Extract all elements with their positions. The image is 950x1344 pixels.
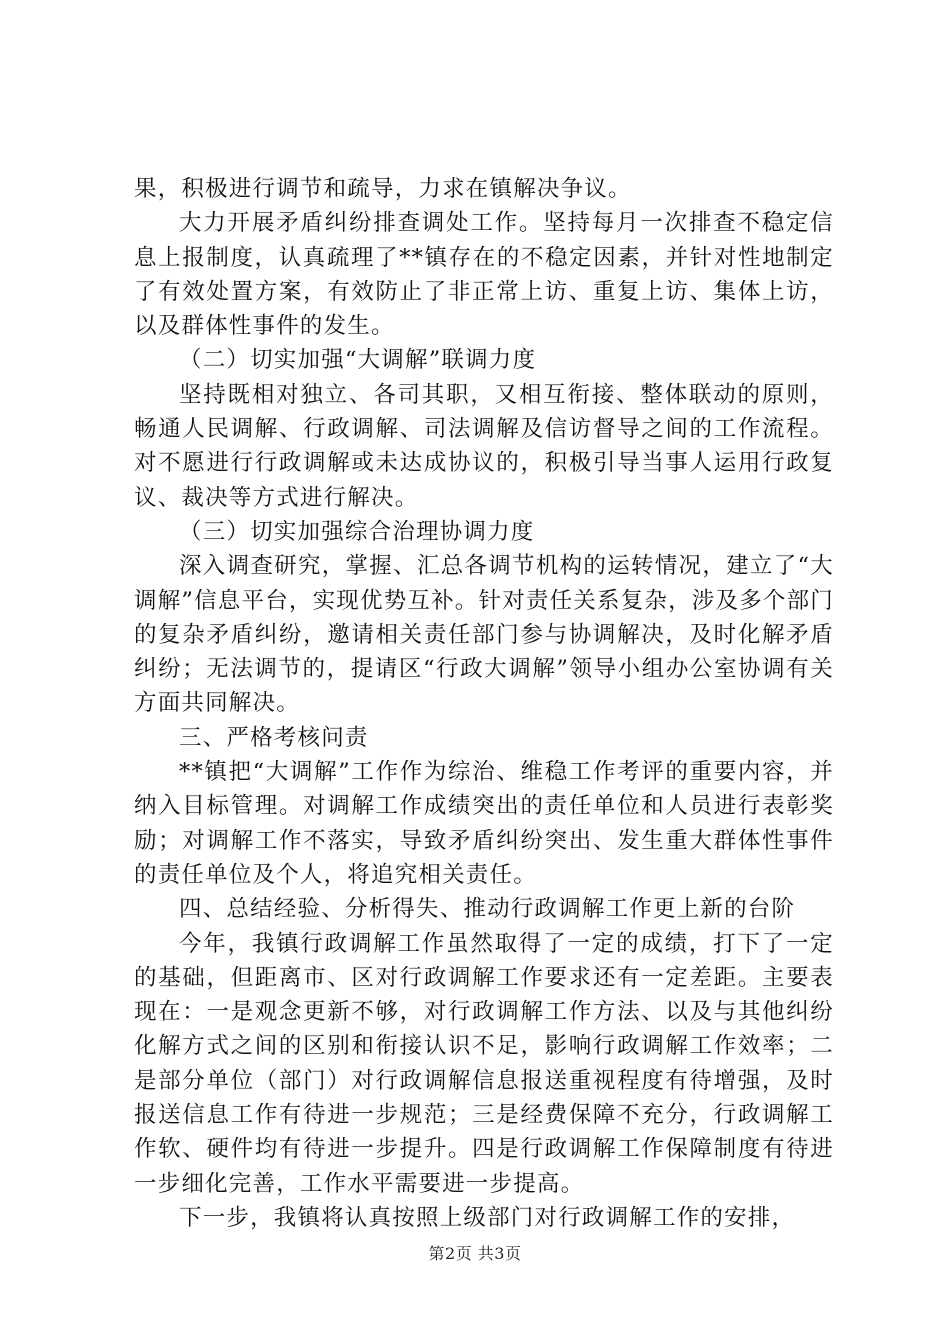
- paragraph-continuation: 果，积极进行调节和疏导，力求在镇解决争议。: [134, 176, 632, 202]
- section-heading-summary: 四、总结经验、分析得失、推动行政调解工作更上新的台阶: [179, 896, 796, 923]
- page-number-footer: 第2页 共3页: [428, 1244, 522, 1263]
- paragraph-comprehensive-governance: 深入调查研究，掌握、汇总各调节机构的运转情况，建立了“大调解”信息平台，实现优势互补。针对责任关系复杂，涉及多个部门的复杂矛盾纠纷，邀请相关责任部门参与协调解决，及时化解矛盾纠纷；无法调节的，提请区“行政大调解”领导小组办公室协调有关方面共同解决。: [134, 553, 835, 717]
- document-body: [134, 172, 834, 1235]
- paragraph-assessment: **镇把“大调解”工作作为综治、维稳工作考评的重要内容，并纳入目标管理。对调解工作成绩突出的责任单位和人员进行表彰奖励；对调解工作不落实，导致矛盾纠纷突出、发生重大群体性事件的责任单位及个人，将追究相关责任。: [134, 759, 834, 888]
- section-heading-comprehensive-governance: （三）切实加强综合治理协调力度: [179, 518, 535, 545]
- paragraph-dispute-screening: 大力开展矛盾纠纷排查调处工作。坚持每月一次排查不稳定信息上报制度，认真疏理了**镇存在的不稳定因素，并针对性地制定了有效处置方案，有效防止了非正常上访、重复上访、集体上访，以及群体性事件的发生。: [134, 210, 834, 340]
- paragraph-shortcomings: 今年，我镇行政调解工作虽然取得了一定的成绩，打下了一定的基础，但距离市、区对行政调解工作要求还有一定差距。主要表现在：一是观念更新不够，对行政调解工作方法、以及与其他纠纷化解方式之间的区别和衔接认识不足，影响行政调解工作效率；二是部分单位（部门）对行政调解信息报送重视程度有待增强，及时报送信息工作有待进一步规范；三是经费保障不充分，行政调解工作软、硬件均有待进一步提升。四是行政调解工作保障制度有待进一步细化完善，工作水平需要进一步提高。: [134, 930, 834, 1197]
- section-heading-assessment: 三、严格考核问责: [179, 724, 369, 751]
- paragraph-next-steps: 下一步，我镇将认真按照上级部门对行政调解工作的安排，: [179, 1204, 796, 1231]
- section-heading-joint-mediation: （二）切实加强“大调解”联调力度: [179, 347, 537, 374]
- paragraph-joint-mediation: 坚持既相对独立、各司其职，又相互衔接、整体联动的原则，畅通人民调解、行政调解、司法调解及信访督导之间的工作流程。对不愿进行行政调解或未达成协议的，积极引导当事人运用行政复议、裁决等方式进行解决。: [134, 381, 834, 511]
